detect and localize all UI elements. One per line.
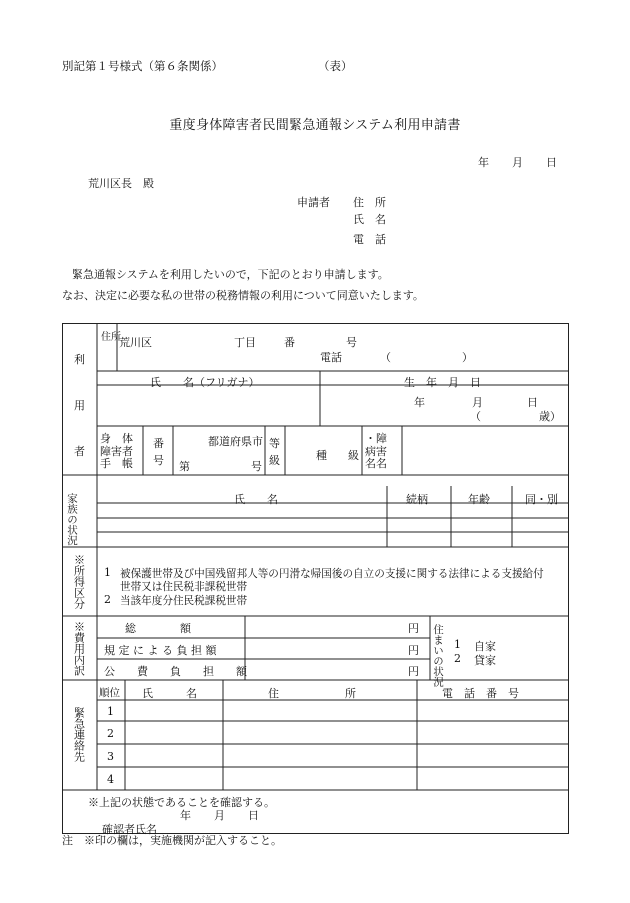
emergency-rank-4: 4 <box>107 773 114 786</box>
cost-total-yen: 円 <box>408 622 419 635</box>
application-date <box>478 157 557 169</box>
confirmer-name-label: 確認者氏名 <box>102 823 157 836</box>
cost-selfpay-yen: 円 <box>408 644 419 657</box>
address-ward: 荒川区 <box>119 336 152 349</box>
applicant-phone-label: 電 話 <box>353 233 386 246</box>
emergency-rank-1: 1 <box>107 705 114 718</box>
cost-public-yen: 円 <box>408 665 419 678</box>
family-cohab-header: 同・別 <box>525 493 558 506</box>
family-relation-header: 続柄 <box>406 493 428 506</box>
disability-name-label: ・障 病害 名名 <box>365 432 387 471</box>
income-item1-text2: 世帯又は住民税非課税世帯 <box>120 581 248 593</box>
age-open-paren: （ <box>470 410 481 423</box>
residence-opt1-num: 1 <box>454 638 461 651</box>
cost-side-label: ※費用内訳 <box>72 621 86 676</box>
cost-selfpay-label: 規 定 に よ る 負 担 額 <box>104 644 217 657</box>
address-chome: 丁目 <box>234 336 256 349</box>
phone-close-paren: ） <box>462 351 473 364</box>
family-age-header: 年齢 <box>468 493 490 506</box>
confirm-statement: ※上記の状態であることを確認する。 <box>88 796 275 809</box>
application-statement: 緊急通報システムを利用したいので，下記のとおり申請します。 <box>72 268 389 281</box>
birth-month-label: 月 <box>472 396 483 409</box>
income-side-label: ※所得区分 <box>72 554 86 609</box>
cost-public-label: 公 費 負 担 額 <box>104 665 247 678</box>
income-item1-text: 被保護世帯及び中国残留邦人等の円滑な帰国後の自立の支援に関する法律による支援給付 <box>120 568 544 580</box>
grade-shu-label: 種 <box>316 449 327 462</box>
prefecture-label: 都道府県市 <box>208 435 263 448</box>
form-number-label: 別記第１号様式（第６条関係） <box>62 59 223 73</box>
emergency-side-label: 緊急連絡先 <box>72 707 86 762</box>
age-close-label: 歳） <box>539 410 561 423</box>
form-side-label: （表） <box>318 59 353 73</box>
income-item2-text: 当該年度分住民税課税世帯 <box>120 595 248 607</box>
residence-opt1: 自家 <box>474 640 496 653</box>
emergency-rank-header: 順位 <box>99 687 120 699</box>
applicant-label: 申請者 <box>297 196 330 209</box>
emergency-rank-2: 2 <box>107 727 114 740</box>
address-ban: 番 <box>284 336 295 349</box>
confirm-month-label: 月 <box>214 809 225 822</box>
date-year-label: 年 <box>478 156 489 169</box>
cost-total-label: 総 額 <box>125 622 191 635</box>
address-go: 号 <box>346 336 357 349</box>
residence-opt2: 貸家 <box>474 654 496 667</box>
date-month-label: 月 <box>512 156 523 169</box>
user-side-label-3: 者 <box>74 445 85 458</box>
document-title: 重度身体障害者民間緊急通報システム利用申請書 <box>169 118 461 133</box>
user-name-header: 氏 名（フリガナ） <box>150 376 260 389</box>
birth-year-label: 年 <box>414 396 425 409</box>
user-side-label-1: 利 <box>74 353 85 366</box>
birth-day-label: 日 <box>527 396 538 409</box>
birthdate-header: 生 年 月 日 <box>404 376 481 389</box>
income-item1-num: 1 <box>104 566 111 579</box>
applicant-address-label: 住 所 <box>353 196 386 209</box>
confirm-year-label: 年 <box>180 809 191 822</box>
handbook-go-label: 号 <box>251 460 262 473</box>
consent-statement: なお、決定に必要な私の世帯の税務情報の利用について同意いたします。 <box>62 289 424 302</box>
footnote: 注 ※印の欄は，実施機関が記入すること。 <box>62 834 282 847</box>
residence-side-label: 住まいの状況 <box>432 624 445 687</box>
grade-kyu-label: 級 <box>348 449 359 462</box>
family-name-header: 氏 名 <box>234 493 278 506</box>
emergency-address-header: 住 所 <box>268 687 356 700</box>
confirm-day-label: 日 <box>248 809 259 822</box>
income-item2-num: 2 <box>104 593 111 606</box>
handbook-dai-label: 第 <box>179 460 190 473</box>
emergency-rank-3: 3 <box>107 750 114 763</box>
application-form-table <box>62 323 569 834</box>
date-day-label: 日 <box>546 156 557 169</box>
disability-handbook-label: 身 体 障害者 手 帳 <box>100 432 133 471</box>
family-side-label: 家族の状況 <box>66 493 79 546</box>
residence-opt2-num: 2 <box>454 652 461 665</box>
user-phone-label: 電話 <box>320 351 342 364</box>
handbook-number-label: 番 号 <box>153 437 164 467</box>
applicant-name-label: 氏 名 <box>353 213 386 226</box>
user-side-label-2: 用 <box>74 399 85 412</box>
phone-open-paren: （ <box>380 351 391 364</box>
emergency-phone-header: 電 話 番 号 <box>442 687 519 700</box>
grade-label: 等 級 <box>269 437 280 467</box>
addressee: 荒川区長 殿 <box>88 177 154 190</box>
emergency-name-header: 氏 名 <box>142 687 197 700</box>
user-address-label: 住所 <box>101 332 121 343</box>
